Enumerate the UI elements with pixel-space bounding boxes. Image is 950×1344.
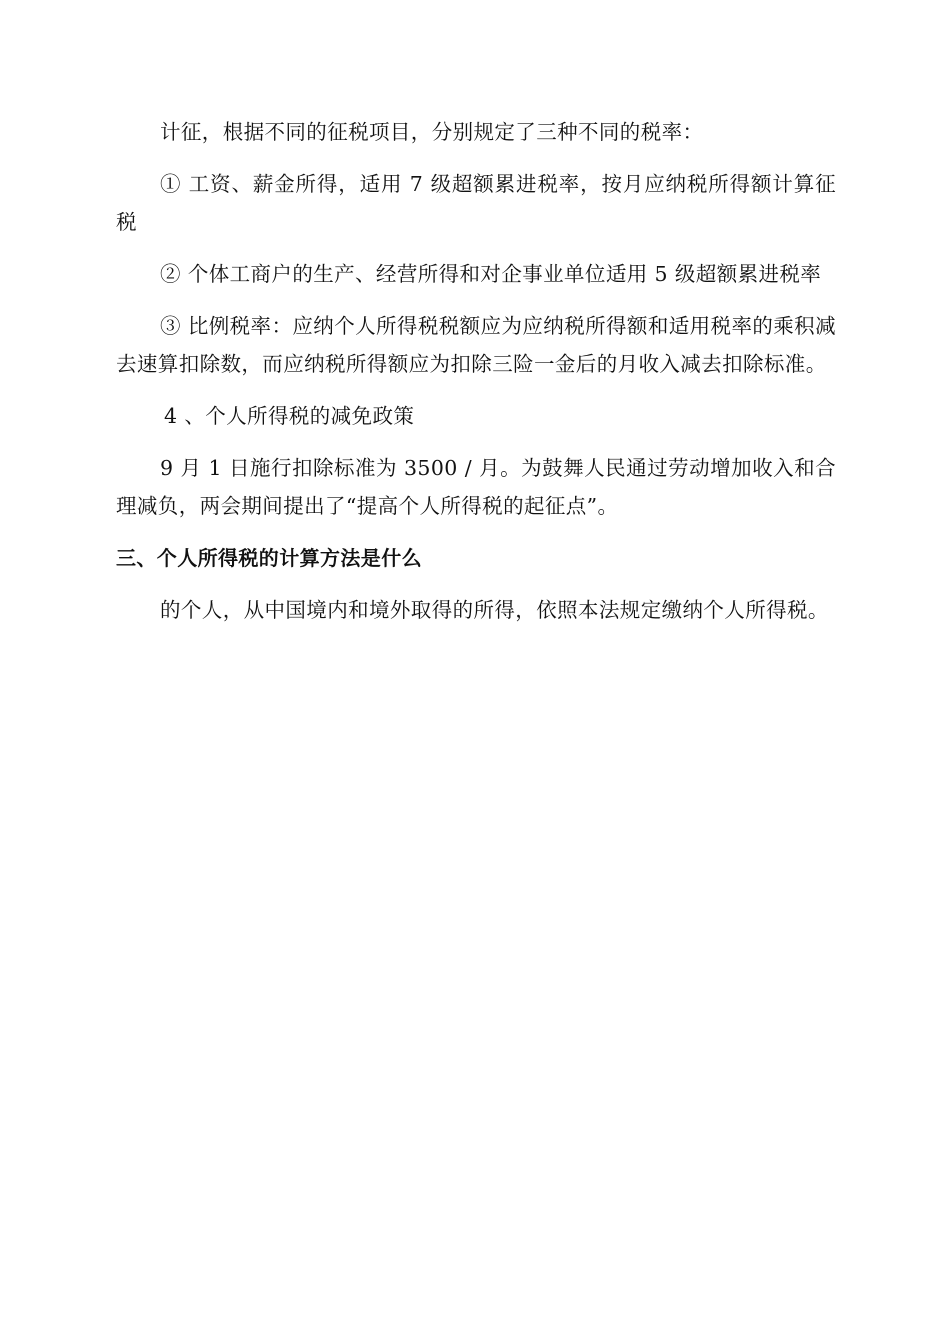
document-body bbox=[116, 113, 836, 643]
paragraph-closing: 的个人，从中国境内和境外取得的所得，依照本法规定缴纳个人所得税。 bbox=[160, 598, 829, 622]
section-heading: 三、个人所得税的计算方法是什么 bbox=[116, 546, 422, 570]
paragraph-proportional-rate: ③ 比例税率：应纳个人所得税税额应为应纳税所得额和适用税率的乘积减去速算扣除数，而应纳税所得额应为扣除三险一金后的月收入减去扣除标准。 bbox=[116, 314, 836, 376]
paragraph-wage-income: ① 工资、薪金所得，适用 7 级超额累进税率，按月应纳税所得额计算征税 bbox=[116, 172, 836, 234]
paragraph-deduction-standard: 9 月 1 日施行扣除标准为 3500 / 月。为鼓舞人民通过劳动增加收入和合理减负，两会期间提出了“提高个人所得税的起征点”。 bbox=[116, 456, 836, 518]
paragraph-tax-rates-intro: 计征，根据不同的征税项目，分别规定了三种不同的税率： bbox=[160, 120, 704, 144]
paragraph-business-income: ② 个体工商户的生产、经营所得和对企事业单位适用 5 级超额累进税率 bbox=[160, 262, 822, 286]
paragraph-relief-policy-title: 4 、个人所得税的减免政策 bbox=[164, 404, 415, 428]
